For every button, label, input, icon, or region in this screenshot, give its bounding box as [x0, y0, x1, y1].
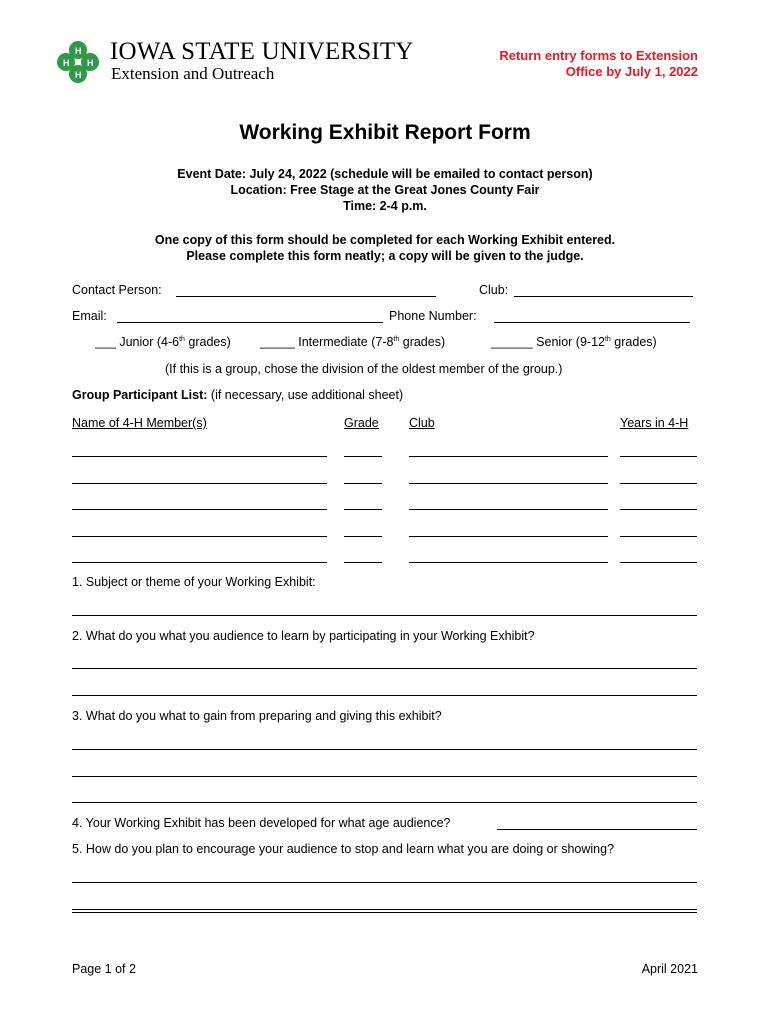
participant-name-field[interactable] [72, 456, 327, 457]
svg-text:H: H [75, 70, 82, 80]
answer-4-line[interactable] [497, 829, 697, 830]
svg-text:H: H [87, 58, 94, 68]
column-club-header: Club [409, 416, 435, 430]
answer-3-line-2[interactable] [72, 776, 697, 777]
answer-1-line[interactable] [72, 615, 697, 616]
answer-5-line-3[interactable] [72, 912, 697, 913]
group-division-note: (If this is a group, chose the division of the oldest member of the group.) [165, 362, 563, 376]
instruction-line-1: One copy of this form should be completed for each Working Exhibit entered. [154, 233, 616, 247]
senior-option[interactable]: ______ Senior (9-12th grades) [491, 335, 657, 349]
revision-date: April 2021 [641, 962, 698, 976]
participant-years-field[interactable] [620, 562, 697, 563]
contact-person-label: Contact Person: [72, 283, 162, 297]
participant-grade-field[interactable] [344, 456, 382, 457]
svg-text:H: H [75, 46, 82, 56]
answer-2-line-1[interactable] [72, 668, 697, 669]
answer-3-line-1[interactable] [72, 749, 697, 750]
instruction-line-2: Please complete this form neatly; a copy will be given to the judge. [186, 249, 584, 263]
form-title: Working Exhibit Report Form [239, 121, 531, 144]
participant-club-field[interactable] [409, 562, 608, 563]
time-line: Time: 2-4 p.m. [343, 199, 427, 213]
email-field[interactable] [117, 322, 383, 323]
participant-name-field[interactable] [72, 536, 327, 537]
event-date-line: Event Date: July 24, 2022 (schedule will be emailed to contact person) [177, 167, 593, 181]
participant-list-heading: Group Participant List: (if necessary, use additional sheet) [72, 388, 404, 402]
participant-years-field[interactable] [620, 536, 697, 537]
participant-name-field[interactable] [72, 509, 327, 510]
participant-years-field[interactable] [620, 509, 697, 510]
answer-5-line-2[interactable] [72, 909, 697, 910]
participant-club-field[interactable] [409, 483, 608, 484]
participant-years-field[interactable] [620, 456, 697, 457]
participant-name-field[interactable] [72, 483, 327, 484]
university-subtitle: Extension and Outreach [111, 64, 275, 83]
participant-years-field[interactable] [620, 483, 697, 484]
club-label: Club: [479, 283, 509, 297]
return-note-line1: Return entry forms to Extension [499, 48, 698, 63]
column-name-header: Name of 4-H Member(s) [72, 416, 207, 430]
svg-text:H: H [63, 58, 70, 68]
question-5: 5. How do you plan to encourage your audience to stop and learn what you are doing or showing? [72, 842, 615, 856]
participant-club-field[interactable] [409, 536, 608, 537]
phone-field[interactable] [494, 322, 690, 323]
column-years-header: Years in 4-H [620, 416, 689, 430]
page-number: Page 1 of 2 [72, 962, 136, 976]
participant-grade-field[interactable] [344, 509, 382, 510]
answer-2-line-2[interactable] [72, 695, 697, 696]
question-2: 2. What do you what you audience to learn by participating in your Working Exhibit? [72, 629, 535, 643]
question-4: 4. Your Working Exhibit has been developed for what age audience? [72, 816, 451, 830]
participant-grade-field[interactable] [344, 536, 382, 537]
participant-name-field[interactable] [72, 562, 327, 563]
club-field[interactable] [514, 296, 693, 297]
location-line: Location: Free Stage at the Great Jones County Fair [230, 183, 540, 197]
question-1: 1. Subject or theme of your Working Exhibit: [72, 575, 316, 589]
participant-grade-field[interactable] [344, 483, 382, 484]
column-grade-header: Grade [344, 416, 379, 430]
university-name: IOWA STATE UNIVERSITY [110, 38, 414, 65]
intermediate-option[interactable]: _____ Intermediate (7-8th grades) [260, 335, 446, 349]
return-note-line2: Office by July 1, 2022 [565, 64, 698, 79]
participant-grade-field[interactable] [344, 562, 382, 563]
participant-club-field[interactable] [409, 509, 608, 510]
contact-person-field[interactable] [176, 296, 436, 297]
answer-5-line-1[interactable] [72, 882, 697, 883]
junior-option[interactable]: ___ Junior (4-6th grades) [95, 335, 231, 349]
answer-3-line-3[interactable] [72, 802, 697, 803]
phone-label: Phone Number: [389, 309, 477, 323]
email-label: Email: [72, 309, 107, 323]
return-note [499, 48, 698, 80]
participant-club-field[interactable] [409, 456, 608, 457]
4h-clover-icon [56, 40, 100, 84]
question-3: 3. What do you what to gain from preparing and giving this exhibit? [72, 709, 442, 723]
